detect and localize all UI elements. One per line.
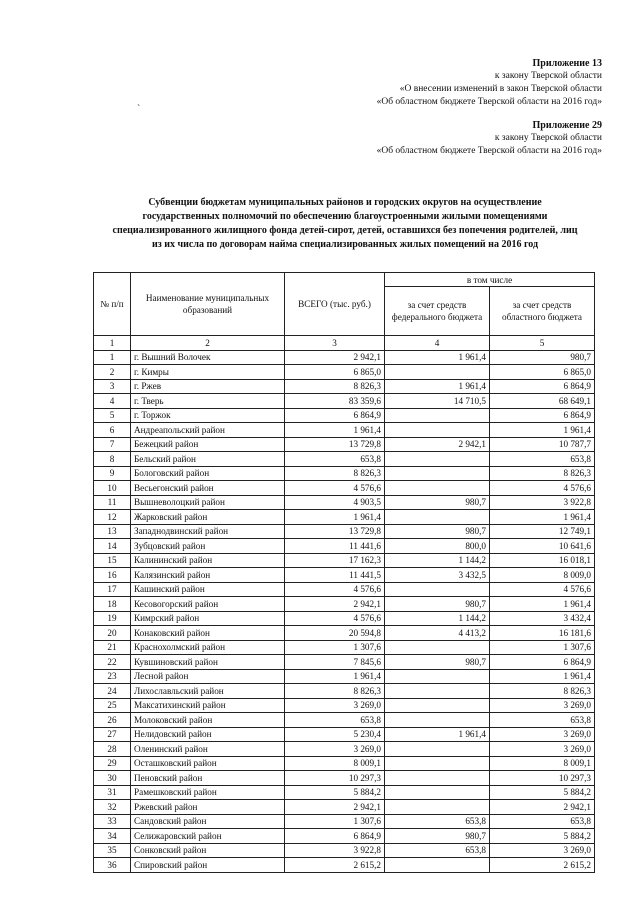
row-number: 9	[94, 466, 131, 481]
appendix-13-line1: к закону Тверской области	[494, 71, 602, 81]
document-title-line3: специализированного жилищного фонда детей-сирот, детей, оставшихся без попечения родителей, лиц	[112, 225, 578, 236]
row-name: Пеновский район	[131, 771, 285, 786]
row-federal: 2 942,1	[385, 437, 490, 452]
row-number: 35	[94, 843, 131, 858]
row-total: 7 845,6	[285, 655, 385, 670]
header-federal: за счет средств федерального бюджета	[385, 287, 490, 336]
row-federal: 1 961,4	[385, 379, 490, 394]
row-name: г. Тверь	[131, 394, 285, 409]
table-row	[94, 437, 595, 452]
row-regional: 2 615,2	[490, 858, 595, 873]
row-number: 25	[94, 698, 131, 713]
stray-mark: `	[137, 104, 141, 115]
row-number: 22	[94, 655, 131, 670]
row-federal	[385, 640, 490, 655]
row-regional: 3 432,4	[490, 611, 595, 626]
row-number: 20	[94, 626, 131, 641]
row-name: Лихославльский район	[131, 684, 285, 699]
row-federal: 980,7	[385, 597, 490, 612]
row-federal	[385, 365, 490, 380]
row-regional: 3 269,0	[490, 727, 595, 742]
row-name: Кесовогорский район	[131, 597, 285, 612]
row-regional: 2 942,1	[490, 800, 595, 815]
table-row	[94, 655, 595, 670]
row-federal: 980,7	[385, 655, 490, 670]
row-federal	[385, 698, 490, 713]
row-regional: 10 787,7	[490, 437, 595, 452]
row-total: 1 961,4	[285, 510, 385, 525]
table-row	[94, 626, 595, 641]
row-number: 27	[94, 727, 131, 742]
row-federal	[385, 423, 490, 438]
row-federal: 980,7	[385, 524, 490, 539]
row-name: Сонковский район	[131, 843, 285, 858]
row-regional: 8 826,3	[490, 684, 595, 699]
row-regional: 653,8	[490, 814, 595, 829]
row-federal: 980,7	[385, 495, 490, 510]
row-number: 24	[94, 684, 131, 699]
row-federal	[385, 669, 490, 684]
row-total: 6 864,9	[285, 829, 385, 844]
row-federal: 1 961,4	[385, 727, 490, 742]
row-federal	[385, 756, 490, 771]
row-total: 3 269,0	[285, 742, 385, 757]
row-name: Весьегонский район	[131, 481, 285, 496]
row-name: Краснохолмский район	[131, 640, 285, 655]
row-federal	[385, 466, 490, 481]
row-regional: 653,8	[490, 713, 595, 728]
row-federal: 980,7	[385, 829, 490, 844]
document-title-line2: государственных полномочий по обеспечению благоустроенными жилыми помещениями	[142, 211, 548, 222]
row-total: 4 576,6	[285, 481, 385, 496]
row-number: 11	[94, 495, 131, 510]
row-number: 26	[94, 713, 131, 728]
row-total: 4 903,5	[285, 495, 385, 510]
header-name: Наименование муниципальных образований	[131, 273, 285, 336]
row-regional: 16 018,1	[490, 553, 595, 568]
col-number-1: 1	[94, 336, 131, 351]
row-number: 23	[94, 669, 131, 684]
row-regional: 6 864,9	[490, 408, 595, 423]
table-body	[94, 350, 595, 872]
row-regional: 8 009,1	[490, 756, 595, 771]
appendix-29-line2: «Об областном бюджете Тверской области на 2016 год»	[376, 146, 602, 156]
row-regional: 653,8	[490, 452, 595, 467]
row-regional: 1 961,4	[490, 423, 595, 438]
table-row	[94, 495, 595, 510]
col-number-3: 3	[285, 336, 385, 351]
row-name: Рамешковский район	[131, 785, 285, 800]
row-total: 2 942,1	[285, 597, 385, 612]
appendix-13-line2: «О внесении изменений в закон Тверской области	[399, 84, 602, 94]
row-total: 10 297,3	[285, 771, 385, 786]
row-regional: 3 269,0	[490, 742, 595, 757]
row-federal: 653,8	[385, 843, 490, 858]
table-row	[94, 843, 595, 858]
row-total: 1 307,6	[285, 640, 385, 655]
row-regional: 3 922,8	[490, 495, 595, 510]
table-row	[94, 553, 595, 568]
row-regional: 4 576,6	[490, 481, 595, 496]
table-row	[94, 713, 595, 728]
table-row	[94, 582, 595, 597]
row-name: Калининский район	[131, 553, 285, 568]
header-regional: за счет средств областного бюджета	[490, 287, 595, 336]
row-regional: 68 649,1	[490, 394, 595, 409]
table-row	[94, 771, 595, 786]
row-number: 13	[94, 524, 131, 539]
row-total: 1 961,4	[285, 669, 385, 684]
row-total: 17 162,3	[285, 553, 385, 568]
row-total: 6 864,9	[285, 408, 385, 423]
row-total: 653,8	[285, 713, 385, 728]
header-total: ВСЕГО (тыс. руб.)	[285, 273, 385, 336]
row-number: 4	[94, 394, 131, 409]
row-name: Молоковский район	[131, 713, 285, 728]
row-number: 15	[94, 553, 131, 568]
appendix-13-header	[377, 57, 602, 109]
row-number: 2	[94, 365, 131, 380]
table-row	[94, 539, 595, 554]
row-name: Бежецкий район	[131, 437, 285, 452]
row-regional: 1 307,6	[490, 640, 595, 655]
row-regional: 8 009,0	[490, 568, 595, 583]
row-name: Бельский район	[131, 452, 285, 467]
row-total: 20 594,8	[285, 626, 385, 641]
row-regional: 12 749,1	[490, 524, 595, 539]
row-federal	[385, 582, 490, 597]
table-row	[94, 785, 595, 800]
row-number: 18	[94, 597, 131, 612]
row-number: 34	[94, 829, 131, 844]
row-name: Осташковский район	[131, 756, 285, 771]
table-row	[94, 800, 595, 815]
row-federal	[385, 771, 490, 786]
row-regional: 6 864,9	[490, 655, 595, 670]
row-total: 4 576,6	[285, 582, 385, 597]
row-total: 8 826,3	[285, 684, 385, 699]
row-federal: 3 432,5	[385, 568, 490, 583]
row-regional: 980,7	[490, 350, 595, 365]
table-row	[94, 423, 595, 438]
row-number: 10	[94, 481, 131, 496]
row-number: 7	[94, 437, 131, 452]
row-total: 5 230,4	[285, 727, 385, 742]
row-number: 6	[94, 423, 131, 438]
row-total: 6 865,0	[285, 365, 385, 380]
row-total: 1 961,4	[285, 423, 385, 438]
table-row	[94, 524, 595, 539]
table-row	[94, 394, 595, 409]
row-name: Селижаровский район	[131, 829, 285, 844]
row-regional: 3 269,0	[490, 698, 595, 713]
row-regional: 5 884,2	[490, 829, 595, 844]
row-name: Конаковский район	[131, 626, 285, 641]
row-federal	[385, 742, 490, 757]
table-row	[94, 481, 595, 496]
row-name: г. Торжок	[131, 408, 285, 423]
row-federal	[385, 408, 490, 423]
document-title-line1: Субвенции бюджетам муниципальных районов и городских округов на осуществление	[148, 197, 542, 208]
row-name: Спировский район	[131, 858, 285, 873]
row-federal	[385, 800, 490, 815]
row-number: 30	[94, 771, 131, 786]
row-total: 3 922,8	[285, 843, 385, 858]
table-row	[94, 698, 595, 713]
table-row	[94, 727, 595, 742]
row-number: 32	[94, 800, 131, 815]
table-row	[94, 350, 595, 365]
row-name: Андреапольский район	[131, 423, 285, 438]
row-federal	[385, 785, 490, 800]
table-row	[94, 568, 595, 583]
row-name: Западнодвинский район	[131, 524, 285, 539]
row-number: 3	[94, 379, 131, 394]
row-total: 11 441,6	[285, 539, 385, 554]
appendix-29-line1: к закону Тверской области	[494, 133, 602, 143]
row-federal: 14 710,5	[385, 394, 490, 409]
row-federal: 653,8	[385, 814, 490, 829]
row-name: г. Кимры	[131, 365, 285, 380]
subsidies-table	[93, 272, 595, 873]
row-regional: 6 864,9	[490, 379, 595, 394]
table-row	[94, 597, 595, 612]
row-name: Максатихинский район	[131, 698, 285, 713]
row-regional: 3 269,0	[490, 843, 595, 858]
row-federal	[385, 510, 490, 525]
row-regional: 10 297,3	[490, 771, 595, 786]
row-federal	[385, 452, 490, 467]
row-federal: 4 413,2	[385, 626, 490, 641]
row-total: 1 307,6	[285, 814, 385, 829]
header-including: в том числе	[385, 273, 595, 287]
row-name: г. Вышний Волочек	[131, 350, 285, 365]
row-federal: 1 144,2	[385, 611, 490, 626]
document-title-line4: из их числа по договорам найма специализированных жилых помещений на 2016 год	[151, 239, 538, 250]
row-total: 4 576,6	[285, 611, 385, 626]
table-row	[94, 379, 595, 394]
row-total: 2 615,2	[285, 858, 385, 873]
row-federal	[385, 684, 490, 699]
row-name: Бологовский район	[131, 466, 285, 481]
row-total: 3 269,0	[285, 698, 385, 713]
row-name: Кимрский район	[131, 611, 285, 626]
row-regional: 1 961,4	[490, 597, 595, 612]
row-name: г. Ржев	[131, 379, 285, 394]
row-federal	[385, 481, 490, 496]
row-number: 19	[94, 611, 131, 626]
table-row	[94, 640, 595, 655]
col-number-4: 4	[385, 336, 490, 351]
row-regional: 6 865,0	[490, 365, 595, 380]
row-name: Жарковский район	[131, 510, 285, 525]
row-name: Сандовский район	[131, 814, 285, 829]
row-name: Калязинский район	[131, 568, 285, 583]
row-name: Ржевский район	[131, 800, 285, 815]
row-name: Вышневолоцкий район	[131, 495, 285, 510]
document-title	[80, 196, 610, 252]
header-num: № п/п	[94, 273, 131, 336]
row-name: Кашинский район	[131, 582, 285, 597]
table-row	[94, 742, 595, 757]
row-regional: 4 576,6	[490, 582, 595, 597]
row-number: 21	[94, 640, 131, 655]
row-total: 653,8	[285, 452, 385, 467]
row-total: 11 441,5	[285, 568, 385, 583]
row-federal: 1 961,4	[385, 350, 490, 365]
table-row	[94, 669, 595, 684]
row-number: 36	[94, 858, 131, 873]
row-regional: 5 884,2	[490, 785, 595, 800]
table-row	[94, 756, 595, 771]
row-number: 28	[94, 742, 131, 757]
table-row	[94, 466, 595, 481]
table-row	[94, 814, 595, 829]
row-total: 13 729,8	[285, 524, 385, 539]
row-number: 31	[94, 785, 131, 800]
row-number: 16	[94, 568, 131, 583]
row-total: 83 359,6	[285, 394, 385, 409]
appendix-13-title: Приложение 13	[532, 58, 602, 69]
row-name: Зубцовский район	[131, 539, 285, 554]
table-row	[94, 611, 595, 626]
row-total: 2 942,1	[285, 350, 385, 365]
appendix-29-header	[377, 119, 602, 158]
row-regional: 8 826,3	[490, 466, 595, 481]
row-total: 8 826,3	[285, 379, 385, 394]
table-row	[94, 684, 595, 699]
row-number: 8	[94, 452, 131, 467]
table-row	[94, 365, 595, 380]
table-row	[94, 408, 595, 423]
row-regional: 16 181,6	[490, 626, 595, 641]
col-number-5: 5	[490, 336, 595, 351]
appendix-13-line3: «Об областном бюджете Тверской области на 2016 год»	[376, 97, 602, 107]
row-federal: 800,0	[385, 539, 490, 554]
col-number-2: 2	[131, 336, 285, 351]
row-regional: 1 961,4	[490, 669, 595, 684]
row-name: Оленинский район	[131, 742, 285, 757]
row-regional: 1 961,4	[490, 510, 595, 525]
row-number: 29	[94, 756, 131, 771]
row-name: Кувшиновский район	[131, 655, 285, 670]
row-name: Нелидовский район	[131, 727, 285, 742]
table-row	[94, 858, 595, 873]
row-total: 5 884,2	[285, 785, 385, 800]
row-federal	[385, 713, 490, 728]
row-federal: 1 144,2	[385, 553, 490, 568]
row-number: 5	[94, 408, 131, 423]
appendix-29-title: Приложение 29	[532, 120, 602, 131]
row-number: 12	[94, 510, 131, 525]
row-name: Лесной район	[131, 669, 285, 684]
row-total: 8 009,1	[285, 756, 385, 771]
table-row	[94, 510, 595, 525]
row-total: 13 729,8	[285, 437, 385, 452]
row-federal	[385, 858, 490, 873]
row-number: 17	[94, 582, 131, 597]
row-number: 14	[94, 539, 131, 554]
table-row	[94, 829, 595, 844]
row-regional: 10 641,6	[490, 539, 595, 554]
row-total: 2 942,1	[285, 800, 385, 815]
row-number: 33	[94, 814, 131, 829]
table-row	[94, 452, 595, 467]
row-total: 8 826,3	[285, 466, 385, 481]
row-number: 1	[94, 350, 131, 365]
